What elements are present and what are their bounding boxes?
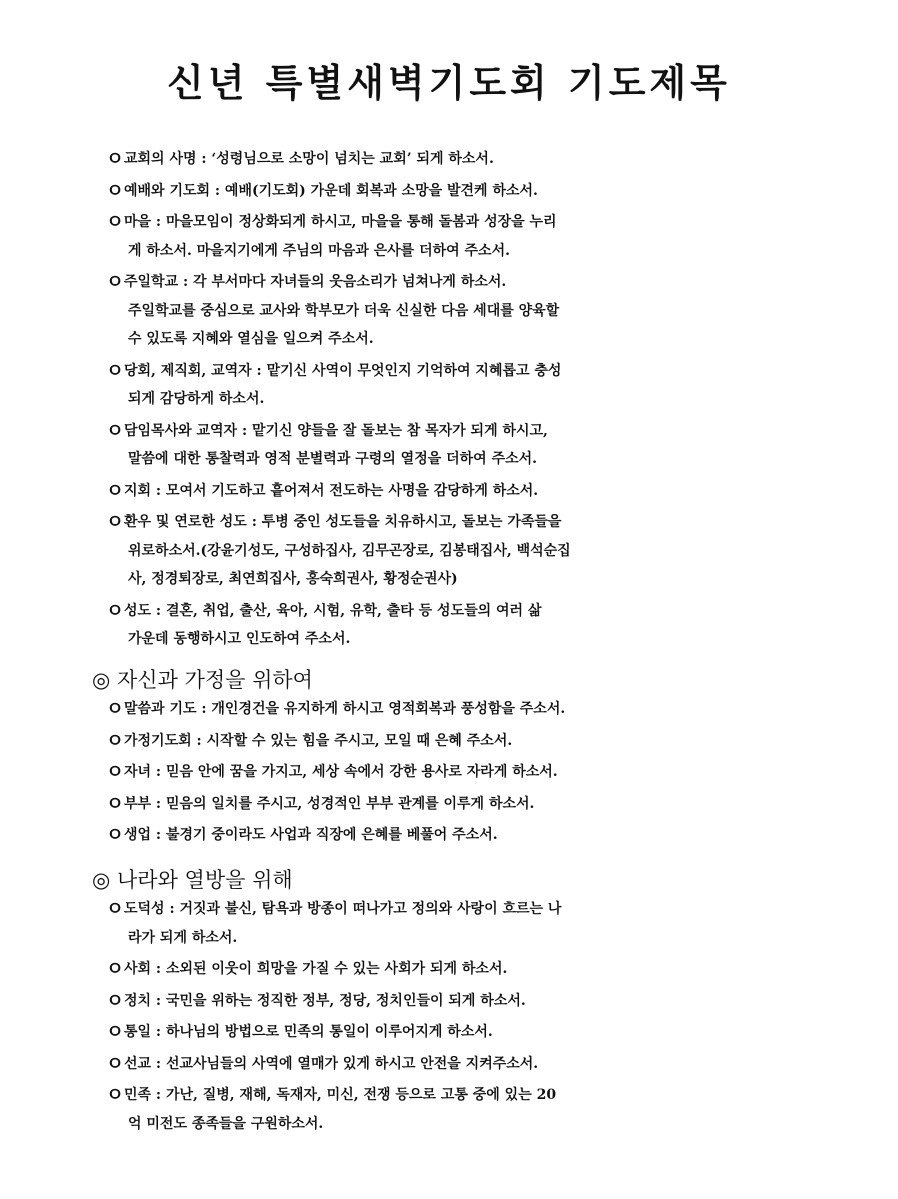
bullet-marker: ㅇ <box>106 899 124 920</box>
list-item-text: 교회의 사명 : ‘성령님으로 소망이 넘치는 교회’ 되게 하소서. <box>124 151 494 167</box>
list-item <box>106 695 836 724</box>
list-item-text: 마을 : 마을모임이 정상화되게 하시고, 마을을 통해 돌봄과 성장을 누리 <box>124 214 557 230</box>
bullet-marker: ㅇ <box>106 512 124 533</box>
list-item-text: 당회, 제직회, 교역자 : 맡기신 사역이 무엇인지 기억하여 지혜롭고 충성 <box>124 362 562 379</box>
list-item <box>106 1050 836 1079</box>
list-item <box>106 1018 836 1047</box>
bullet-marker: ㅇ <box>106 762 124 783</box>
bullet-marker: ㅇ <box>106 480 124 502</box>
bullet-marker: ㅇ <box>106 212 124 233</box>
bullet-marker: ㅇ <box>106 1022 124 1043</box>
list-item-text: 지회 : 모여서 기도하고 흩어져서 전도하는 사명을 감당하게 하소서. <box>124 482 539 499</box>
list-item-text: 자녀 : 믿음 안에 꿈을 가지고, 세상 속에서 강한 용사로 자라게 하소서. <box>124 764 558 780</box>
list-item <box>106 895 836 952</box>
list-item-text: 가운데 동행하시고 인도하여 주소서. <box>128 631 351 647</box>
list-item <box>106 821 836 850</box>
list-item-text: 사, 정경퇴장로, 최연희집사, 홍숙희권사, 황정순권사) <box>128 571 458 587</box>
list-item-text: 환우 및 연로한 성도 : 투병 중인 성도들을 치유하시고, 돌보는 가족들을 <box>124 514 562 530</box>
list-item <box>106 508 836 594</box>
list-item-text: 생업 : 불경기 중이라도 사업과 직장에 은혜를 베풀어 주소서. <box>124 827 498 843</box>
list-item-text: 선교 : 선교사님들의 사역에 열매가 있게 하시고 안전을 지켜주소서. <box>124 1055 539 1072</box>
list-item-text: 말씀에 대한 통찰력과 영적 분별력과 구령의 열정을 더하여 주소서. <box>128 451 538 467</box>
list-item <box>106 790 836 819</box>
list-item <box>106 955 836 984</box>
list-item-text: 라가 되게 하소서. <box>128 929 238 946</box>
list-item <box>106 357 836 414</box>
list-item-text: 위로하소서.(강윤기성도, 구성하집사, 김무곤장로, 김봉태집사, 백석순집 <box>128 542 571 559</box>
list-item-text: 주일학교 : 각 부서마다 자녀들의 웃음소리가 넘쳐나게 하소서. <box>124 274 507 290</box>
list-item-text: 정치 : 국민을 위하는 정직한 정부, 정당, 정치인들이 되게 하소서. <box>124 992 526 1009</box>
list-item <box>106 1081 836 1138</box>
list-item-text: 예배와 기도회 : 예배(기도회) 가운데 회복과 소망을 발견케 하소서. <box>124 182 538 199</box>
section-heading-self-family: ◎ 자신과 가정을 위하여 <box>92 668 313 692</box>
list-item <box>106 268 836 354</box>
list-item-text: 수 있도록 지혜와 열심을 일으켜 주소서. <box>128 331 374 347</box>
list-item-text: 가정기도회 : 시작할 수 있는 힘을 주시고, 모일 때 은혜 주소서. <box>124 732 513 749</box>
list-item <box>106 987 836 1016</box>
list-item <box>106 758 836 787</box>
bullet-marker: ㅇ <box>106 1085 124 1106</box>
list-item-text: 말씀과 기도 : 개인경건을 유지하게 하시고 영적회복과 풍성함을 주소서. <box>124 701 566 717</box>
bullet-marker: ㅇ <box>106 1053 124 1075</box>
section-heading-nation: ◎ 나라와 열방을 위해 <box>92 868 293 892</box>
list-item <box>106 145 836 174</box>
list-item <box>106 417 836 474</box>
list-item-text: 도덕성 : 거짓과 불신, 탐욕과 방종이 떠나가고 정의와 사랑이 흐르는 나 <box>124 901 562 917</box>
bullet-marker: ㅇ <box>106 699 124 720</box>
bullet-marker: ㅇ <box>106 793 124 815</box>
bullet-marker: ㅇ <box>106 959 124 980</box>
list-item <box>106 208 836 265</box>
page-title: 신년 특별새벽기도회 기도제목 <box>167 61 731 105</box>
list-item-text: 담임목사와 교역자 : 맡기신 양들을 잘 돌보는 참 목자가 되게 하시고, <box>124 422 548 439</box>
list-item <box>106 477 836 506</box>
list-item-text: 억 미전도 종족들을 구원하소서. <box>128 1115 324 1132</box>
bullet-marker: ㅇ <box>106 272 124 293</box>
bullet-marker: ㅇ <box>106 730 124 752</box>
list-item-text: 민족 : 가난, 질병, 재해, 독재자, 미신, 전쟁 등으로 고통 중에 있는 20 <box>124 1087 557 1103</box>
list-item <box>106 727 836 756</box>
bullet-marker: ㅇ <box>106 990 124 1012</box>
list-item-text: 게 하소서. 마을지기에게 주님의 마음과 은사를 더하여 주소서. <box>128 242 510 259</box>
list-item-text: 되게 감당하게 하소서. <box>128 391 265 407</box>
bullet-marker: ㅇ <box>106 825 124 846</box>
list-item-text: 사회 : 소외된 이웃이 희망을 가질 수 있는 사회가 되게 하소서. <box>124 961 508 977</box>
list-item-text: 부부 : 믿음의 일치를 주시고, 성경적인 부부 관계를 이루게 하소서. <box>124 795 535 812</box>
list-item <box>106 597 836 654</box>
list-item-text: 통일 : 하나님의 방법으로 민족의 통일이 이루어지게 하소서. <box>124 1024 493 1040</box>
bullet-marker: ㅇ <box>106 149 124 170</box>
list-item-text: 성도 : 결혼, 취업, 출산, 육아, 시험, 유학, 출타 등 성도들의 여러 삶 <box>124 602 542 619</box>
list-item <box>106 177 836 206</box>
bullet-marker: ㅇ <box>106 180 124 202</box>
list-item-text: 주일학교를 중심으로 교사와 학부모가 더욱 신실한 다음 세대를 양육할 <box>128 302 560 319</box>
bullet-marker: ㅇ <box>106 420 124 442</box>
bullet-marker: ㅇ <box>106 360 124 382</box>
bullet-marker: ㅇ <box>106 600 124 622</box>
